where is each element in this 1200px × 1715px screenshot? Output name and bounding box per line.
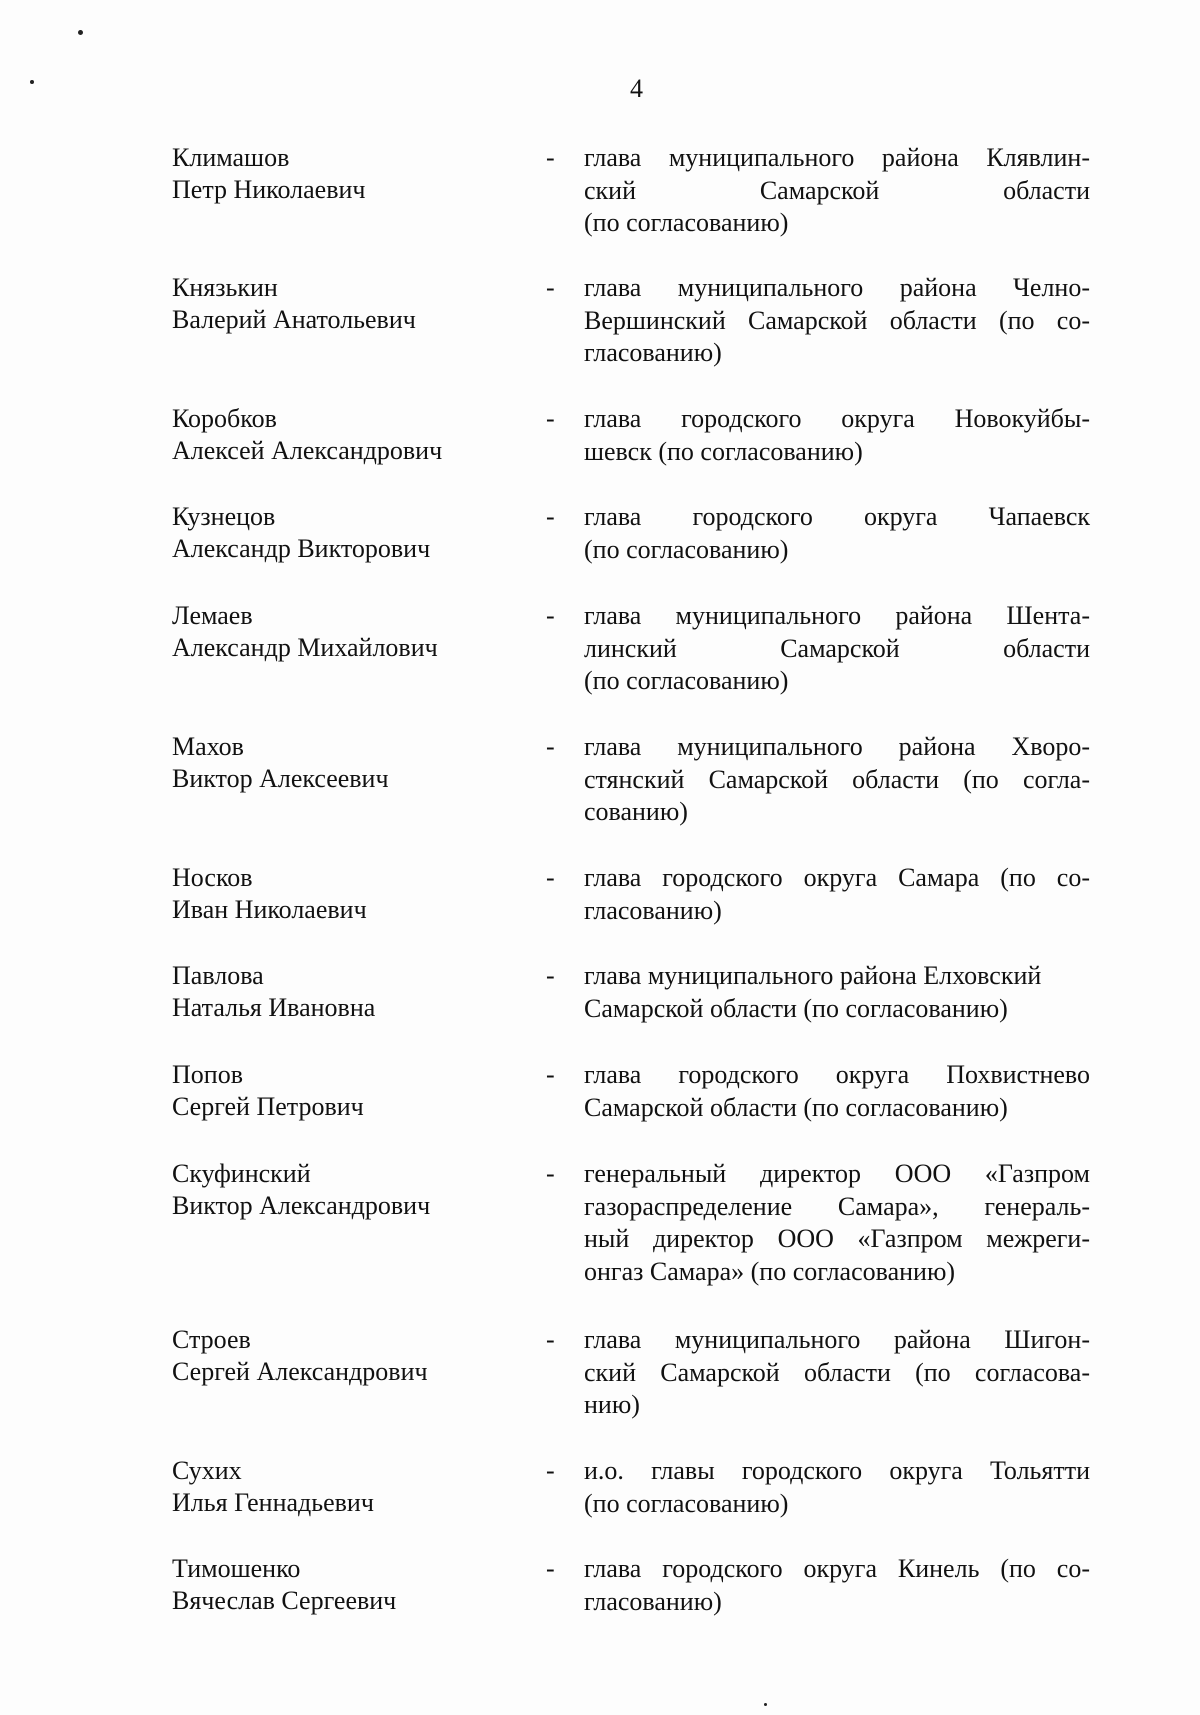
- role-line: онгаз Самара» (по согласованию): [584, 1256, 956, 1286]
- role-line: ский Самарской области (по согласова-: [584, 1357, 1090, 1387]
- person-name: [172, 1059, 532, 1123]
- surname: Строев: [172, 1325, 251, 1354]
- separator-dash: -: [546, 404, 555, 433]
- surname: Кузнецов: [172, 502, 276, 531]
- separator-dash: -: [546, 1060, 555, 1089]
- surname: Попов: [172, 1060, 243, 1089]
- position-description: [584, 1324, 1090, 1422]
- separator-dash: -: [546, 1159, 555, 1188]
- role-line: (по согласованию): [584, 534, 789, 564]
- surname: Павлова: [172, 961, 264, 990]
- position-description: [584, 1158, 1090, 1288]
- scan-speck: [764, 1703, 767, 1706]
- role-line: Самарской области (по согласованию): [584, 1092, 1008, 1122]
- separator-dash: -: [546, 601, 555, 630]
- person-name: [172, 600, 532, 664]
- position-description: [584, 1553, 1090, 1618]
- separator-dash: -: [546, 732, 555, 761]
- role-line: сованию): [584, 797, 688, 826]
- separator-dash: -: [546, 502, 555, 531]
- role-line: глава муниципального района Хворо-: [584, 732, 1090, 761]
- surname: Сухих: [172, 1456, 242, 1485]
- person-name: [172, 142, 532, 206]
- given-names: Алексей Александрович: [172, 436, 443, 465]
- role-line: шевск (по согласованию): [584, 436, 863, 466]
- role-line: гласованию): [584, 338, 722, 367]
- role-line: глава городского округа Кинель (по со-: [584, 1554, 1090, 1583]
- role-line: Самарской области (по согласованию): [584, 993, 1008, 1023]
- person-name: [172, 272, 532, 336]
- person-name: [172, 1158, 532, 1222]
- person-name: [172, 1324, 532, 1388]
- role-line: нию): [584, 1390, 640, 1419]
- role-line: и.о. главы городского округа Тольятти: [584, 1456, 1090, 1485]
- role-line: стянский Самарской области (по согла-: [584, 764, 1090, 794]
- position-description: [584, 862, 1090, 927]
- person-name: [172, 1553, 532, 1617]
- separator-dash: -: [546, 863, 555, 892]
- role-line: линский Самарской области: [584, 633, 1090, 663]
- position-description: [584, 1059, 1090, 1124]
- role-line: глава муниципального района Шента-: [584, 601, 1090, 630]
- given-names: Вячеслав Сергеевич: [172, 1586, 397, 1615]
- role-line: (по согласованию): [584, 666, 789, 695]
- role-line: гласованию): [584, 895, 722, 925]
- role-line: газораспределение Самара», генераль-: [584, 1191, 1090, 1221]
- position-description: [584, 501, 1090, 566]
- role-line: ный директор ООО «Газпром межреги-: [584, 1224, 1090, 1253]
- role-line: Вершинский Самарской области (по со-: [584, 305, 1090, 335]
- page-number: 4: [630, 74, 643, 103]
- surname: Князькин: [172, 273, 278, 302]
- given-names: Валерий Анатольевич: [172, 305, 416, 334]
- role-line: глава городского округа Самара (по со-: [584, 863, 1090, 892]
- role-line: глава городского округа Новокуйбы-: [584, 404, 1090, 433]
- role-line: ский Самарской области: [584, 175, 1090, 205]
- role-line: глава муниципального района Клявлин-: [584, 143, 1090, 172]
- separator-dash: -: [546, 1554, 555, 1583]
- given-names: Илья Геннадьевич: [172, 1488, 374, 1517]
- surname: Махов: [172, 732, 244, 761]
- given-names: Наталья Ивановна: [172, 993, 376, 1022]
- separator-dash: -: [546, 273, 555, 302]
- position-description: [584, 960, 1090, 1025]
- given-names: Виктор Алексеевич: [172, 764, 389, 793]
- given-names: Александр Михайлович: [172, 633, 438, 662]
- surname: Тимошенко: [172, 1554, 301, 1583]
- person-name: [172, 1455, 532, 1519]
- position-description: [584, 731, 1090, 829]
- scan-speck: [30, 80, 34, 84]
- position-description: [584, 600, 1090, 698]
- separator-dash: -: [546, 1325, 555, 1354]
- role-line: глава муниципального района Шигон-: [584, 1325, 1090, 1354]
- given-names: Александр Викторович: [172, 534, 431, 563]
- separator-dash: -: [546, 1456, 555, 1485]
- surname: Лемаев: [172, 601, 253, 630]
- given-names: Виктор Александрович: [172, 1191, 431, 1220]
- position-description: [584, 1455, 1090, 1520]
- position-description: [584, 272, 1090, 370]
- scan-speck: [78, 30, 83, 35]
- role-line: гласованию): [584, 1586, 722, 1616]
- given-names: Петр Николаевич: [172, 175, 366, 204]
- surname: Коробков: [172, 404, 277, 433]
- separator-dash: -: [546, 961, 555, 990]
- given-names: Иван Николаевич: [172, 895, 367, 924]
- role-line: глава городского округа Похвистнево: [584, 1060, 1090, 1089]
- role-line: глава муниципального района Елховский: [584, 961, 1042, 990]
- person-name: [172, 403, 532, 467]
- position-description: [584, 403, 1090, 468]
- role-line: глава городского округа Чапаевск: [584, 502, 1090, 531]
- surname: Климашов: [172, 143, 290, 172]
- person-name: [172, 960, 532, 1024]
- given-names: Сергей Александрович: [172, 1357, 428, 1386]
- person-name: [172, 731, 532, 795]
- given-names: Сергей Петрович: [172, 1092, 364, 1121]
- role-line: глава муниципального района Челно-: [584, 273, 1090, 302]
- person-name: [172, 862, 532, 926]
- role-line: (по согласованию): [584, 208, 789, 237]
- separator-dash: -: [546, 143, 555, 172]
- person-name: [172, 501, 532, 565]
- surname: Скуфинский: [172, 1159, 311, 1188]
- position-description: [584, 142, 1090, 240]
- role-line: генеральный директор ООО «Газпром: [584, 1159, 1090, 1188]
- surname: Носков: [172, 863, 253, 892]
- role-line: (по согласованию): [584, 1488, 789, 1518]
